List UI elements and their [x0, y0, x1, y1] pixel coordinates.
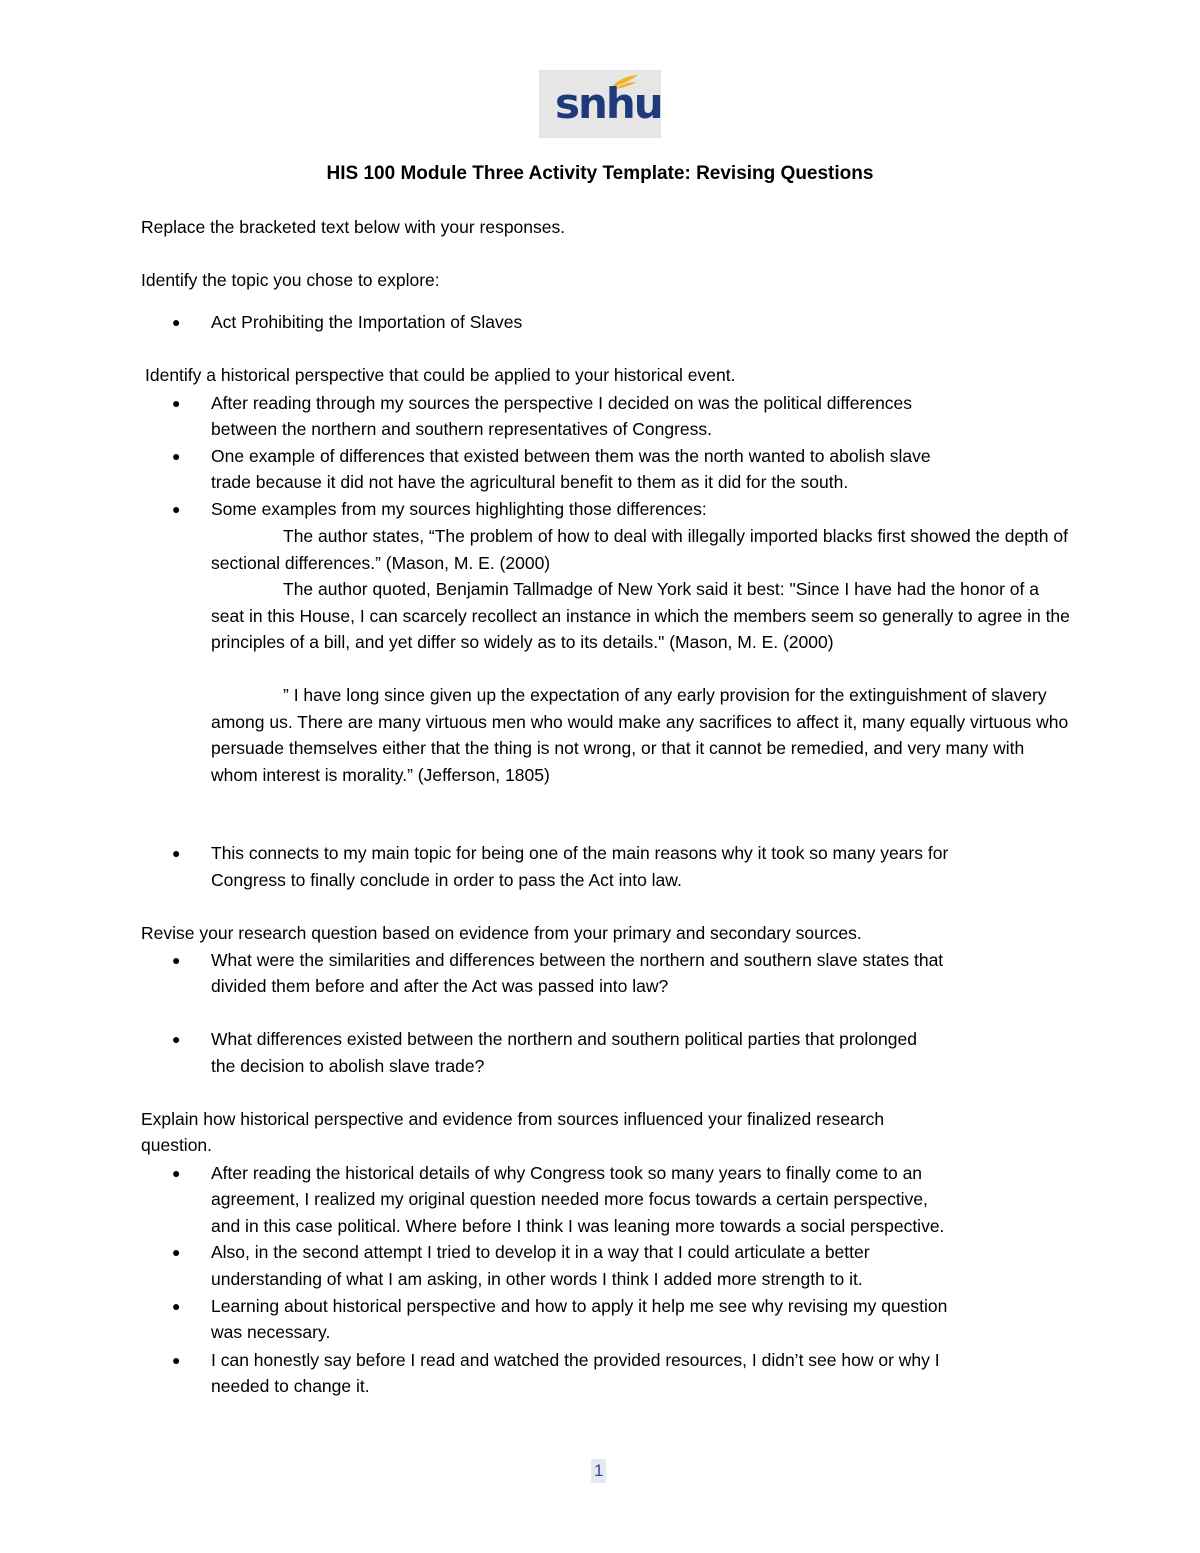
- bullet-icon: ●: [172, 1165, 181, 1181]
- perspective-bullet-1-line-1: After reading through my sources the perspective I decided on was the political differences: [211, 393, 913, 413]
- bullet-icon: ●: [172, 845, 181, 861]
- bullet-icon: ●: [172, 501, 181, 517]
- bullet-icon: ●: [172, 1031, 181, 1047]
- revised-question-2-line-2: the decision to abolish slave trade?: [211, 1056, 485, 1076]
- bullet-icon: ●: [172, 1352, 181, 1368]
- perspective-bullet-2-line-2: trade because it did not have the agricultural benefit to them as it did for the south.: [211, 472, 849, 492]
- explain-bullet-3-line-2: was necessary.: [211, 1322, 331, 1342]
- snhu-logo: [539, 70, 661, 138]
- revised-question-1-line-1: What were the similarities and differences between the northern and southern slave states that: [211, 950, 944, 970]
- page-number: 1: [591, 1459, 606, 1483]
- perspective-prompt: Identify a historical perspective that could be applied to your historical event.: [145, 365, 736, 385]
- perspective-bullet-3: Some examples from my sources highlighting those differences:: [211, 499, 707, 519]
- bullet-icon: ●: [172, 314, 181, 330]
- explain-bullet-2-line-1: Also, in the second attempt I tried to develop it in a way that I could articulate a better: [211, 1242, 870, 1262]
- bullet-icon: ●: [172, 395, 181, 411]
- explain-prompt-line-2: question.: [141, 1135, 213, 1155]
- bullet-icon: ●: [172, 952, 181, 968]
- explain-bullet-4-line-2: needed to change it.: [211, 1376, 370, 1396]
- bullet-icon: ●: [172, 1244, 181, 1260]
- quote-jefferson: ” I have long since given up the expectation of any early provision for the extinguishment of slavery among us. There are many virtuous men who would make any sacrifices to affect it, many equally virtuous who persuade themselves either that the thing is not wrong, or that it cannot be remedied, and very many with whom interest is morality.” (Jefferson, 1805): [211, 685, 1069, 785]
- bullet-icon: ●: [172, 448, 181, 464]
- explain-bullet-1-line-3: and in this case political. Where before I think I was leaning more towards a social perspective.: [211, 1216, 945, 1236]
- document-title: HIS 100 Module Three Activity Template: Revising Questions: [326, 163, 874, 184]
- quote-mason-2: The author quoted, Benjamin Tallmadge of New York said it best: "Since I have had the honor of a seat in this House, I can scarcely recollect an instance in which the members seem so generally to agree in the principles of a bill, and yet differ so widely as to its details." (Mason, M. E. (2000): [211, 579, 1070, 652]
- perspective-bullet-4-line-1: This connects to my main topic for being one of the main reasons why it took so many years for: [211, 843, 949, 863]
- perspective-bullet-4-line-2: Congress to finally conclude in order to pass the Act into law.: [211, 870, 682, 890]
- instructions: Replace the bracketed text below with your responses.: [141, 217, 566, 237]
- explain-bullet-1-line-1: After reading the historical details of why Congress took so many years to finally come to an: [211, 1163, 923, 1183]
- quote-mason-1: The author states, “The problem of how to deal with illegally imported blacks first showed the depth of sectional differences.” (Mason, M. E. (2000): [211, 526, 1068, 573]
- revised-question-2-line-1: What differences existed between the northern and southern political parties that prolonged: [211, 1029, 917, 1049]
- logo-text: snhu: [555, 79, 662, 128]
- revise-prompt: Revise your research question based on evidence from your primary and secondary sources.: [141, 923, 862, 943]
- perspective-bullet-2-line-1: One example of differences that existed between them was the north wanted to abolish slave: [211, 446, 931, 466]
- explain-bullet-3-line-1: Learning about historical perspective and how to apply it help me see why revising my question: [211, 1296, 948, 1316]
- topic-answer: Act Prohibiting the Importation of Slaves: [211, 312, 523, 332]
- explain-bullet-2-line-2: understanding of what I am asking, in other words I think I added more strength to it.: [211, 1269, 863, 1289]
- revised-question-1-line-2: divided them before and after the Act was passed into law?: [211, 976, 669, 996]
- perspective-bullet-1-line-2: between the northern and southern representatives of Congress.: [211, 419, 713, 439]
- topic-prompt: Identify the topic you chose to explore:: [141, 270, 440, 290]
- explain-bullet-4-line-1: I can honestly say before I read and watched the provided resources, I didn’t see how or why I: [211, 1350, 940, 1370]
- explain-prompt-line-1: Explain how historical perspective and evidence from sources influenced your finalized research: [141, 1109, 885, 1129]
- explain-bullet-1-line-2: agreement, I realized my original question needed more focus towards a certain perspective,: [211, 1189, 928, 1209]
- bullet-icon: ●: [172, 1298, 181, 1314]
